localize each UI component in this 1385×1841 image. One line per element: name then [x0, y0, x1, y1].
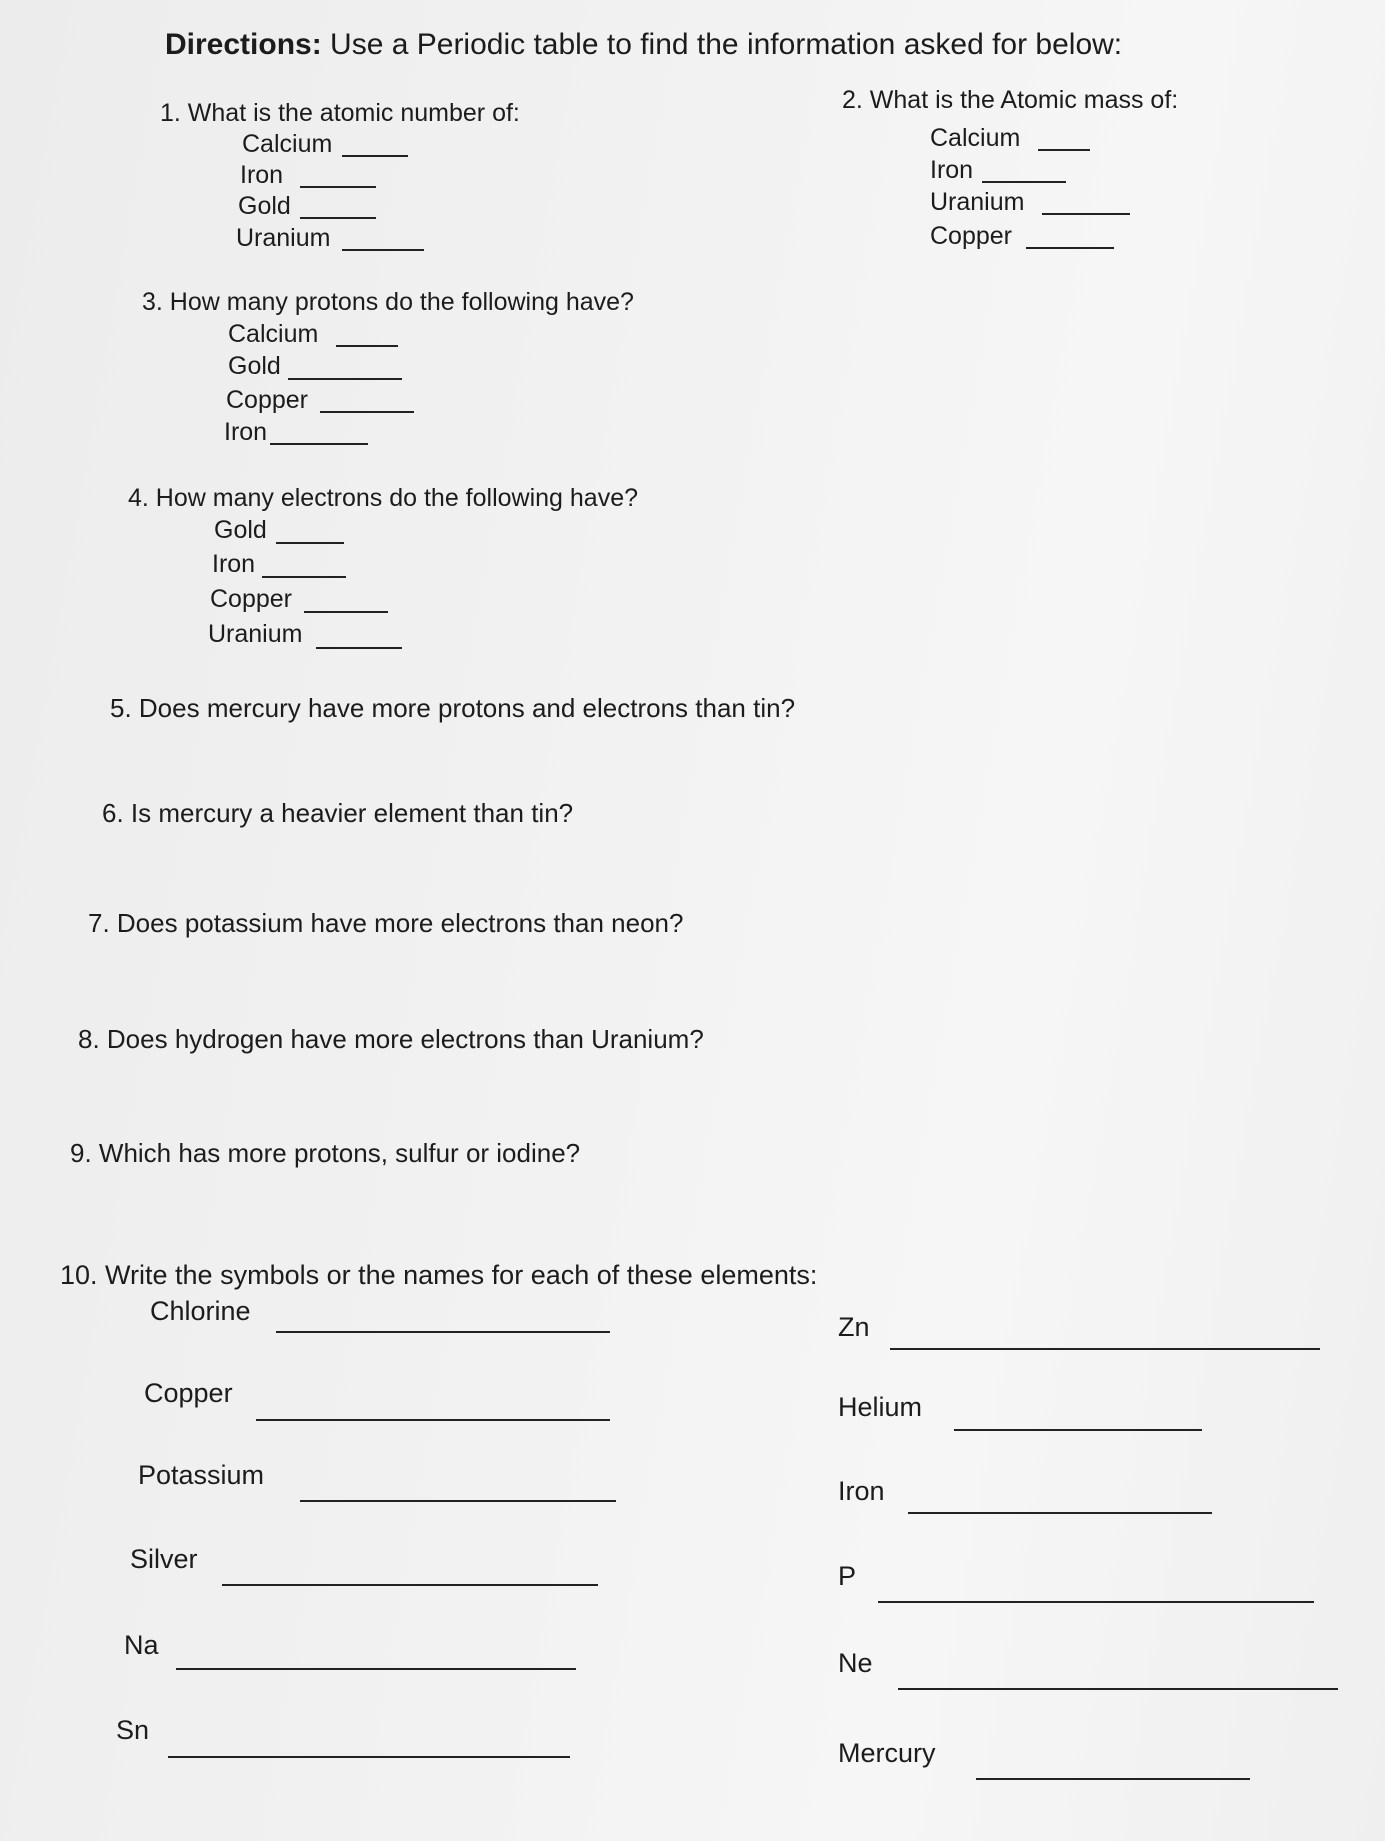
directions-text: Use a Periodic table to find the information asked for below: [330, 28, 1123, 61]
q2-question: 2. What is the Atomic mass of: [842, 86, 1179, 114]
q3-item-iron: Iron [224, 418, 268, 446]
q2-item-uranium: Uranium [930, 188, 1025, 216]
q4-item-gold: Gold [214, 516, 267, 544]
q10-question: 10. Write the symbols or the names for each of these elements: [60, 1260, 818, 1290]
q10-answer-blank-zn[interactable] [890, 1348, 1320, 1350]
q3-item-copper: Copper [226, 386, 308, 414]
q10-item-sn: Sn [116, 1715, 150, 1745]
q4-question: 4. How many electrons do the following have? [128, 484, 639, 512]
q1-answer-blank-iron[interactable] [300, 186, 376, 188]
q10-answer-blank-copper[interactable] [256, 1419, 610, 1421]
q10-answer-blank-sn[interactable] [168, 1756, 570, 1758]
q4-item-copper: Copper [210, 585, 292, 613]
q3-question: 3. How many protons do the following have? [142, 288, 634, 316]
q10-item-ne: Ne [838, 1648, 873, 1678]
q1-question: 1. What is the atomic number of: [160, 99, 520, 127]
q2-answer-blank-calcium[interactable] [1038, 149, 1090, 151]
q1-item-gold: Gold [238, 192, 291, 220]
q2-item-copper: Copper [930, 222, 1012, 250]
q4-answer-blank-gold[interactable] [276, 542, 344, 544]
q10-answer-blank-potassium[interactable] [300, 1500, 616, 1502]
q9-question: 9. Which has more protons, sulfur or iodine? [70, 1138, 581, 1168]
directions-heading [165, 30, 1122, 60]
q8-question: 8. Does hydrogen have more electrons than Uranium? [78, 1024, 704, 1054]
q2-item-iron: Iron [930, 156, 974, 184]
q3-item-gold: Gold [228, 352, 281, 380]
q10-item-chlorine: Chlorine [150, 1296, 251, 1326]
q1-answer-blank-gold[interactable] [300, 217, 376, 219]
q2-answer-blank-copper[interactable] [1026, 247, 1114, 249]
q10-answer-blank-mercury[interactable] [976, 1778, 1250, 1780]
q10-item-iron: Iron [838, 1476, 885, 1506]
q10-answer-blank-ne[interactable] [898, 1688, 1338, 1690]
q4-item-uranium: Uranium [208, 620, 303, 648]
q3-item-calcium: Calcium [228, 320, 319, 348]
q10-item-p: P [838, 1561, 857, 1591]
q4-answer-blank-iron[interactable] [262, 576, 346, 578]
q3-answer-blank-calcium[interactable] [336, 345, 398, 347]
q10-item-potassium: Potassium [138, 1460, 265, 1490]
q10-answer-blank-chlorine[interactable] [276, 1331, 610, 1333]
q4-answer-blank-uranium[interactable] [316, 647, 402, 649]
q10-item-zn: Zn [838, 1312, 870, 1342]
q2-item-calcium: Calcium [930, 124, 1021, 152]
q3-answer-blank-iron[interactable] [270, 443, 368, 445]
q10-item-na: Na [124, 1630, 159, 1660]
directions-label: Directions: [165, 28, 322, 61]
q10-answer-blank-p[interactable] [878, 1601, 1314, 1603]
q1-item-calcium: Calcium [242, 130, 333, 158]
q10-item-silver: Silver [130, 1544, 198, 1574]
q10-item-helium: Helium [838, 1392, 923, 1422]
q10-answer-blank-helium[interactable] [954, 1429, 1202, 1431]
q5-question: 5. Does mercury have more protons and electrons than tin? [110, 693, 796, 723]
q10-item-copper: Copper [144, 1378, 233, 1408]
q7-question: 7. Does potassium have more electrons than neon? [88, 908, 684, 938]
q10-item-mercury: Mercury [838, 1738, 936, 1768]
q2-answer-blank-uranium[interactable] [1042, 213, 1130, 215]
q1-item-uranium: Uranium [236, 224, 331, 252]
q1-item-iron: Iron [240, 161, 284, 189]
q4-item-iron: Iron [212, 550, 256, 578]
q4-answer-blank-copper[interactable] [304, 611, 388, 613]
q10-answer-blank-iron[interactable] [908, 1512, 1212, 1514]
q10-answer-blank-silver[interactable] [222, 1584, 598, 1586]
q1-answer-blank-uranium[interactable] [342, 249, 424, 251]
q10-answer-blank-na[interactable] [176, 1668, 576, 1670]
q3-answer-blank-gold[interactable] [288, 378, 402, 380]
q2-answer-blank-iron[interactable] [982, 181, 1066, 183]
q6-question: 6. Is mercury a heavier element than tin? [102, 798, 574, 828]
q3-answer-blank-copper[interactable] [320, 411, 414, 413]
q1-answer-blank-calcium[interactable] [342, 155, 408, 157]
